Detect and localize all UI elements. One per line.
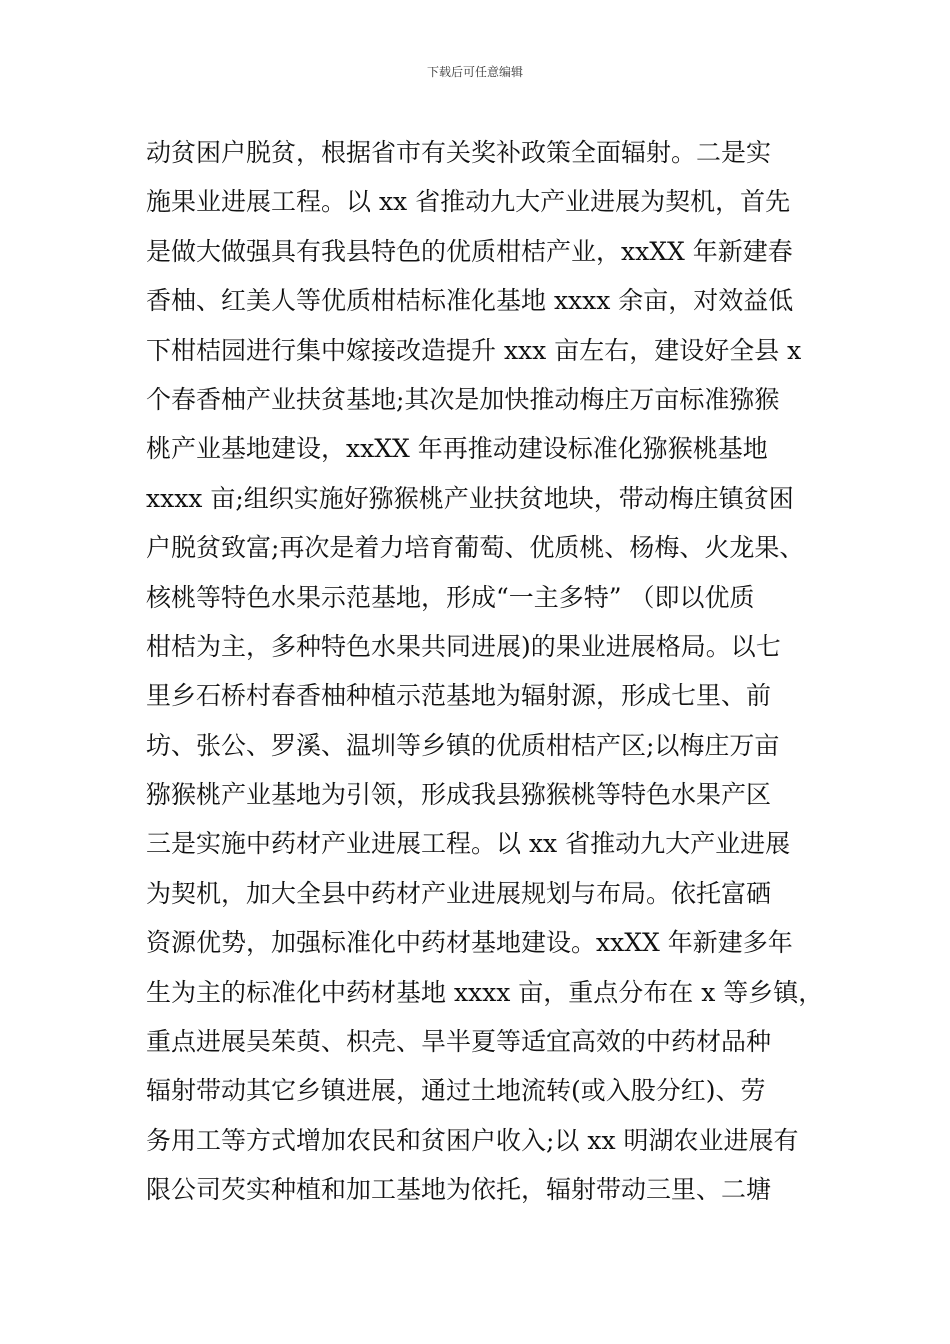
body-line: 辐射带动其它乡镇进展，通过土地流转(或入股分红)、劳 bbox=[146, 1076, 766, 1106]
body-line: 重点进展吴茱萸、枳壳、旱半夏等适宜高效的中药材品种 bbox=[146, 1027, 772, 1057]
body-line: xxxx 亩;组织实施好猕猴桃产业扶贫地块，带动梅庄镇贫困 bbox=[146, 483, 794, 513]
body-line: 生为主的标准化中药材基地 xxxx 亩，重点分布在 x 等乡镇， bbox=[146, 977, 824, 1007]
body-line: 坊、张公、罗溪、温圳等乡镇的优质柑桔产区;以梅庄万亩 bbox=[146, 730, 780, 760]
body-line: 香柚、红美人等优质柑桔标准化基地 xxxx 余亩，对效益低 bbox=[146, 286, 794, 316]
body-line: 是做大做强具有我县特色的优质柑桔产业，xxXX 年新建春 bbox=[146, 236, 793, 266]
body-line: 限公司芡实种植和加工基地为依托，辐射带动三里、二塘 bbox=[146, 1175, 772, 1205]
body-line: 里乡石桥村春香柚种植示范基地为辐射源，形成七里、前 bbox=[146, 681, 772, 711]
body-line: 为契机，加大全县中药材产业进展规划与布局。依托富硒 bbox=[146, 878, 772, 908]
body-line: 个春香柚产业扶贫基地;其次是加快推动梅庄万亩标准猕猴 bbox=[146, 384, 780, 414]
body-line: 下柑桔园进行集中嫁接改造提升 xxx 亩左右，建设好全县 x bbox=[146, 335, 802, 365]
body-line: 猕猴桃产业基地为引领，形成我县猕猴桃等特色水果产区 bbox=[146, 780, 772, 810]
document-body bbox=[146, 128, 826, 1215]
body-line: 施果业进展工程。以 xx 省推动九大产业进展为契机，首先 bbox=[146, 187, 791, 217]
body-line: 柑桔为主，多种特色水果共同进展)的果业进展格局。以七 bbox=[146, 631, 781, 661]
body-line: 务用工等方式增加农民和贫困户收入;以 xx 明湖农业进展有 bbox=[146, 1125, 799, 1155]
body-line: 资源优势，加强标准化中药材基地建设。xxXX 年新建多年 bbox=[146, 928, 793, 958]
body-line: 户脱贫致富;再次是着力培育葡萄、优质桃、杨梅、火龙果、 bbox=[146, 533, 805, 563]
page-header-note: 下载后可任意编辑 bbox=[426, 65, 523, 79]
body-line: 桃产业基地建设，xxXX 年再推动建设标准化猕猴桃基地 bbox=[146, 434, 768, 464]
body-line: 三是实施中药材产业进展工程。以 xx 省推动九大产业进展 bbox=[146, 829, 791, 859]
body-line: 核桃等特色水果示范基地，形成“一主多特” （即以优质 bbox=[146, 582, 755, 612]
body-line: 动贫困户脱贫，根据省市有关奖补政策全面辐射。二是实 bbox=[146, 138, 772, 167]
